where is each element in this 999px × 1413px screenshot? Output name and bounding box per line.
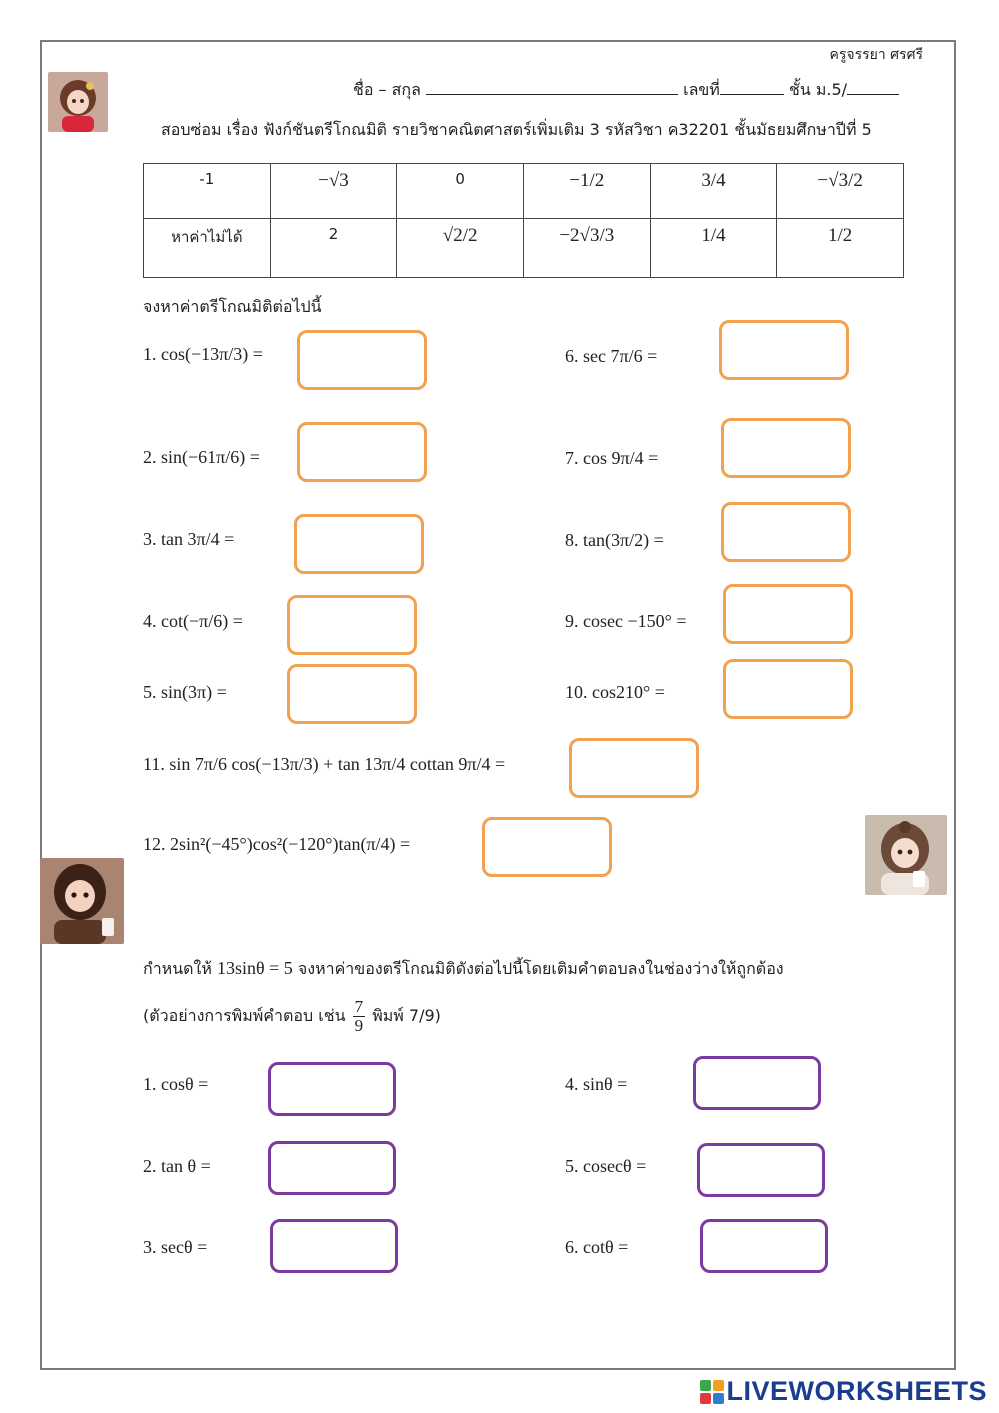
s2-answer-box-4[interactable] [693, 1056, 821, 1110]
answer-box-5[interactable] [287, 664, 417, 724]
s2-answer-input-4[interactable] [696, 1059, 818, 1107]
answer-box-12[interactable] [482, 817, 612, 877]
avatar-girl-cup [865, 815, 947, 895]
s2-answer-box-2[interactable] [268, 1141, 396, 1195]
subtitle: สอบซ่อม เรื่อง ฟังก์ชันตรีโกณมิติ รายวิชาคณิตศาสตร์เพิ่มเติม 3 รหัสวิชา ค32201 ชั้นมัธยมศึกษาปีที่ 5 [161, 120, 872, 139]
question-10: 10. cos210° = [565, 682, 665, 702]
avatar-girl-red [48, 72, 108, 132]
answer-input-3[interactable] [297, 517, 421, 571]
s2-question-2: 2. tan θ = [143, 1156, 211, 1176]
s2-question-4: 4. sinθ = [565, 1074, 628, 1094]
answer-input-4[interactable] [290, 598, 414, 652]
question-9: 9. cosec −150° = [565, 611, 687, 631]
author-name: ครูจรรยา ศรศรี [829, 47, 923, 63]
s2-answer-box-6[interactable] [700, 1219, 828, 1273]
name-line [353, 78, 899, 103]
answer-input-1[interactable] [300, 333, 424, 387]
question-2: 2. sin(−61π/6) = [143, 447, 260, 467]
liveworksheets-logo [700, 1376, 987, 1407]
s2-answer-input-3[interactable] [273, 1222, 395, 1270]
s2-answer-input-5[interactable] [700, 1146, 822, 1194]
answer-input-7[interactable] [724, 421, 848, 475]
section1-instruction: จงหาค่าตรีโกณมิติต่อไปนี้ [143, 297, 322, 316]
given-expression: 13sinθ = 5 [217, 958, 293, 978]
s2-question-6: 6. cotθ = [565, 1237, 629, 1257]
section2-example: (ตัวอย่างการพิมพ์คำตอบ เช่น $\frac{7}{9}$ พิมพ์ 7/9) [143, 997, 441, 1035]
key-cell: 0 [397, 164, 524, 219]
answer-input-11[interactable] [572, 741, 696, 795]
answer-box-3[interactable] [294, 514, 424, 574]
question-12: 12. 2sin²(−45°)cos²(−120°)tan(π/4) = [143, 834, 411, 854]
answer-box-4[interactable] [287, 595, 417, 655]
s2-answer-box-1[interactable] [268, 1062, 396, 1116]
answer-input-8[interactable] [724, 505, 848, 559]
answer-input-6[interactable] [722, 323, 846, 377]
answer-input-9[interactable] [726, 587, 850, 641]
question-7: 7. cos 9π/4 = [565, 448, 659, 468]
question-6: 6. sec 7π/6 = [565, 346, 658, 366]
name-label: ชื่อ – สกุล [353, 80, 421, 99]
logo-grid-icon [700, 1380, 724, 1404]
question-8: 8. tan(3π/2) = [565, 530, 664, 550]
table-row [144, 219, 904, 278]
question-5: 5. sin(3π) = [143, 682, 227, 702]
s2-question-1: 1. cosθ = [143, 1074, 209, 1094]
s2-answer-box-5[interactable] [697, 1143, 825, 1197]
class-label: ชั้น ม.5/ [788, 80, 848, 99]
key-cell: −√3/2 [777, 164, 904, 219]
answer-input-12[interactable] [485, 820, 609, 874]
answer-input-5[interactable] [290, 667, 414, 721]
answer-box-2[interactable] [297, 422, 427, 482]
number-label: เลขที่ [683, 80, 720, 99]
question-11: 11. sin 7π/6 cos(−13π/3) + tan 13π/4 cottan 9π/4 = [143, 754, 506, 774]
logo-text: LIVEWORKSHEETS [726, 1376, 987, 1406]
key-cell: −√3 [270, 164, 397, 219]
key-cell: หาค่าไม่ได้ [144, 219, 271, 278]
answer-input-2[interactable] [300, 425, 424, 479]
key-cell: -1 [144, 164, 271, 219]
s2-answer-input-1[interactable] [271, 1065, 393, 1113]
answer-box-1[interactable] [297, 330, 427, 390]
table-row [144, 164, 904, 219]
avatar-girl-brown [40, 858, 124, 944]
answer-key-table [143, 163, 904, 278]
answer-input-10[interactable] [726, 662, 850, 716]
key-cell: 1/4 [650, 219, 777, 278]
answer-box-10[interactable] [723, 659, 853, 719]
answer-box-6[interactable] [719, 320, 849, 380]
key-cell: 3/4 [650, 164, 777, 219]
key-cell: −1/2 [523, 164, 650, 219]
key-cell: √2/2 [397, 219, 524, 278]
answer-box-7[interactable] [721, 418, 851, 478]
key-cell: 1/2 [777, 219, 904, 278]
s2-answer-box-3[interactable] [270, 1219, 398, 1273]
question-4: 4. cot(−π/6) = [143, 611, 243, 631]
question-1: 1. cos(−13π/3) = [143, 344, 263, 364]
s2-question-3: 3. secθ = [143, 1237, 208, 1257]
answer-box-11[interactable] [569, 738, 699, 798]
s2-answer-input-6[interactable] [703, 1222, 825, 1270]
key-cell: −2√3/3 [523, 219, 650, 278]
answer-box-9[interactable] [723, 584, 853, 644]
s2-answer-input-2[interactable] [271, 1144, 393, 1192]
answer-box-8[interactable] [721, 502, 851, 562]
key-cell: 2 [270, 219, 397, 278]
section2-instruction: กำหนดให้ 13sinθ = 5 จงหาค่าของตรีโกณมิติดังต่อไปนี้โดยเติมคำตอบลงในช่องว่างให้ถูกต้อง [143, 958, 784, 978]
s2-question-5: 5. cosecθ = [565, 1156, 647, 1176]
question-3: 3. tan 3π/4 = [143, 529, 235, 549]
